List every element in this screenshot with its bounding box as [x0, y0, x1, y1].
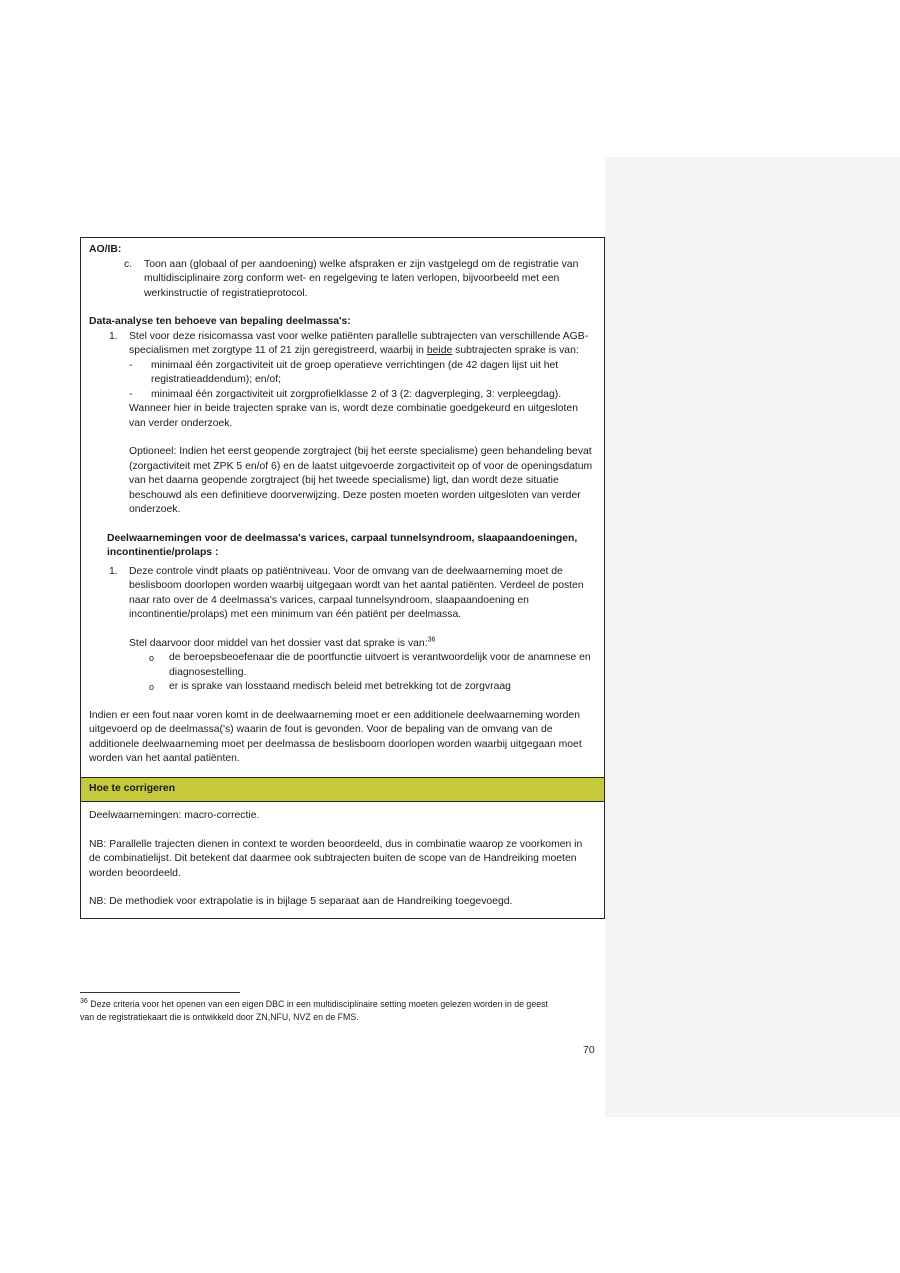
footnote-marker: 36 — [80, 998, 88, 1006]
list-item-text: Stel voor deze risicomassa vast voor welke patiënten parallelle subtrajecten van verschillende AGB-specialismen met zorgtype 11 of 21 zijn geregistreerd, waarbij in beide subtrajecten sprake is van: — [129, 330, 589, 356]
dash-item — [81, 359, 604, 388]
list-marker: c. — [124, 258, 133, 270]
content-box — [80, 237, 605, 919]
list-item-text: de beroepsbeoefenaar die de poortfunctie uitvoert is verantwoordelijk voor de anamnese en diagnosestelling. — [169, 652, 591, 678]
list-item-text: minimaal één zorgactiviteit uit zorgprofielklasse 2 of 3 (2: dagverpleging, 3: verpleegdag). — [151, 388, 562, 400]
dash-marker: - — [129, 388, 133, 400]
side-panel-background — [605, 157, 900, 1117]
paragraph-nb-parallelle: NB: Parallelle trajecten dienen in context te worden beoordeeld, dus in combinatie waarop ze voorkomen in de combinatielijst. Dit betekent dat daarmee ook subtrajecten buiten de scope van de Handreiking moeten worden beoordeeld. — [89, 838, 583, 879]
dash-item — [81, 388, 604, 403]
circle-bullet-marker: o — [149, 653, 155, 663]
list-marker: 1. — [109, 565, 118, 577]
section-heading-data-analyse: Data-analyse ten behoeve van bepaling deelmassa's: — [89, 316, 351, 327]
paragraph-indien: Indien er een fout naar voren komt in de deelwaarneming moet er een additionele deelwaarneming worden uitgevoerd op de deelmassa('s) waarin de fout is gevonden. Voor de bepaling van de omvang van de additionele deelwaarneming moet per deelmassa de beslisboom doorlopen worden waarbij uitgegaan moet worden van het aantal patiënten. — [89, 709, 582, 764]
section-heading-deelwaarnemingen: Deelwaarnemingen voor de deelmassa's varices, carpaal tunnelsyndroom, slaapaandoeningen, incontinentie/prolaps : — [107, 532, 578, 558]
section-heading-ao-ib: AO/IB: — [89, 244, 122, 255]
footnote-separator — [80, 992, 240, 993]
page-number: 70 — [583, 1044, 595, 1056]
numbered-item — [81, 330, 604, 359]
list-item-text: Toon aan (globaal of per aandoening) welke afspraken er zijn vastgelegd om de registratie van multidisciplinaire zorg conform wet- en regelgeving te laten verlopen, bijvoorbeeld met een werkinstructie of registratieprotocol. — [144, 258, 579, 299]
circle-bullet-item — [81, 680, 604, 695]
list-item-text: er is sprake van losstaand medisch beleid met betrekking tot de zorgvraag — [169, 681, 511, 692]
list-marker: 1. — [109, 330, 118, 342]
paragraph-nb-methodiek: NB: De methodiek voor extrapolatie is in bijlage 5 separaat aan de Handreiking toegevoegd. — [89, 896, 513, 907]
underlined-word: beide — [426, 345, 453, 356]
footnote — [80, 992, 560, 1023]
numbered-item — [81, 565, 604, 623]
highlight-header-hoe-te-corrigeren: Hoe te corrigeren — [81, 777, 604, 803]
list-item-text: minimaal één zorgactiviteit uit de groep operatieve verrichtingen (de 42 dagen lijst uit het registratieaddendum); en/of; — [151, 359, 559, 385]
list-item-text: Deze controle vindt plaats op patiëntniveau. Voor de omvang van de deelwaarneming moet de beslisboom doorlopen worden waarbij uitgegaan wordt van het aantal patiënten. Verdeel de posten naar rato over de 4 deelmassa's varices, carpaal tunnelsyndroom, slaapaandoening en incontinentie/prolaps) met een minimum van één patiënt per deelmassa. — [129, 565, 584, 620]
paragraph-stel-daarvoor: Stel daarvoor door middel van het dossier vast dat sprake is van:$^{36}$ — [129, 636, 436, 649]
paragraph-optioneel: Optioneel: Indien het eerst geopende zorgtraject (bij het eerste specialisme) geen behandeling bevat (zorgactiviteit met ZPK 5 en/of 6) en de laatst uitgevoerde zorgactiviteit op of voor de openingsdatum van het daarna geopende zorgtraject (bij het tweede specialisme) ligt, dan wordt deze situatie beschouwd als een definitieve doorverwijzing. Deze posten moeten worden uitgesloten van verder onderzoek. — [129, 446, 593, 515]
correction-section — [81, 802, 604, 918]
footnote-reference: 36 — [427, 636, 436, 644]
circle-bullet-marker: o — [149, 682, 155, 692]
footnote-text: $^{36}$ Deze criteria voor het openen van een eigen DBC in een multidisciplinaire setting moeten gelezen worden in de geest van de registratiekaart die is ontwikkeld door ZN,NFU, NVZ en de FMS. — [80, 998, 548, 1022]
paragraph-wanneer: Wanneer hier in beide trajecten sprake van is, wordt deze combinatie goedgekeurd en uitgesloten van verder onderzoek. — [129, 403, 578, 429]
dash-marker: - — [129, 359, 133, 371]
paragraph-macro-correctie: Deelwaarnemingen: macro-correctie. — [89, 810, 260, 821]
list-item-c — [81, 258, 604, 302]
circle-bullet-item — [81, 651, 604, 680]
